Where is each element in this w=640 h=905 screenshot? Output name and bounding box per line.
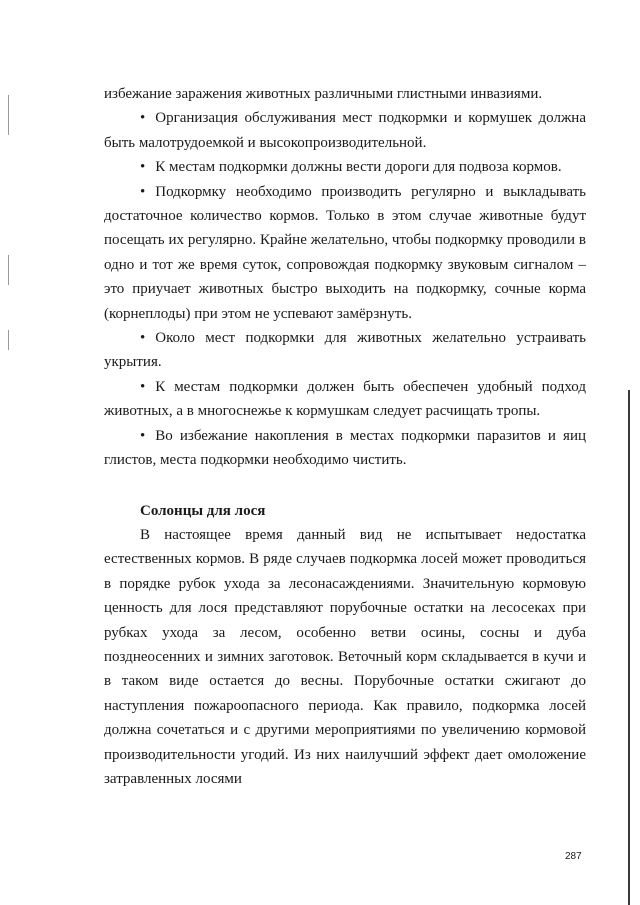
scan-edge-line (628, 390, 630, 905)
margin-scan-mark (8, 255, 9, 285)
bullet-item: • К местам подкормки должен быть обеспечен удобный подход животных, а в многоснежье к кормушкам следует расчищать тропы. (104, 375, 586, 424)
bullet-item: • Во избежание накопления в местах подкормки паразитов и яиц глистов, места подкормки необходимо чистить. (104, 424, 586, 473)
section-paragraph: В настоящее время данный вид не испытывает недостатка естественных кормов. В ряде случаев подкормка лосей может проводиться в порядке рубок ухода за лесонасаждениями. Значительную кормовую ценность для лося представляют порубочные остатки на лесосеках при рубках ухода за лесом, особенно ветви осины, сосны и дуба позднеосенних и зимних заготовок. Веточный корм складывается в кучи и в таком виде остается до весны. Порубочные остатки сжигают до наступления пожароопасного периода. Как правило, подкормка лосей должна сочетаться и с другими мероприятиями по увеличению кормовой производительности угодий. Из них наилучший эффект дает омоложение затравленных лосями (104, 526, 586, 787)
bullet-item: • К местам подкормки должны вести дороги для подвоза кормов. (104, 155, 586, 179)
bullet-item: • Подкормку необходимо производить регулярно и выкладывать достаточное количество кормов. Только в этом случае животные будут посещать их регулярно. Крайне желательно, чтобы подкормку проводили в одно и тот же время суток, сопровождая подкормку звуковым сигналом – это приучает животных быстро выходить на подкормку, сочные корма (корнеплоды) при этом не успевают замёрзнуть. (104, 180, 586, 326)
bullet-item: • Около мест подкормки для животных желательно устраивать укрытия. (104, 326, 586, 375)
paragraph-continuation: избежание заражения животных различными глистными инвазиями. (104, 86, 543, 102)
margin-scan-mark (8, 95, 9, 135)
section-heading: Солонцы для лося (140, 502, 266, 519)
body-text (104, 82, 586, 791)
page-number: 287 (565, 851, 582, 862)
margin-scan-mark (8, 330, 9, 350)
bullet-item: • Организация обслуживания мест подкормки и кормушек должна быть малотрудоемкой и высокопроизводительной. (104, 106, 586, 155)
